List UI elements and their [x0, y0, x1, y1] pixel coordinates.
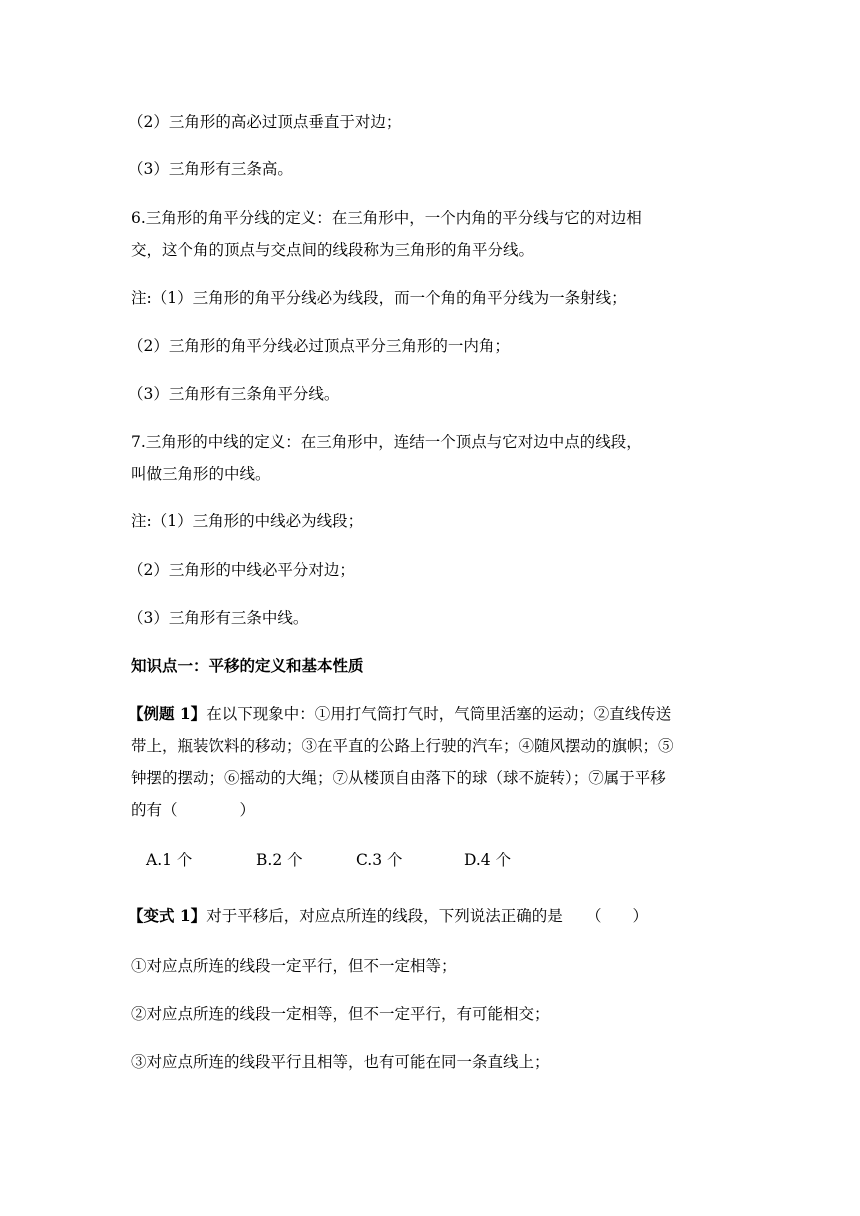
example-line: 钟摆的摆动；⑥摇动的大绳；⑦从楼顶自由落下的球（球不旋转）；⑦属于平移: [131, 769, 666, 787]
variant-item: ②对应点所连的线段一定相等，但不一定平行，有可能相交；: [131, 1005, 550, 1023]
option-b: B.2 个: [256, 851, 303, 869]
variant-item: ①对应点所连的线段一定平行，但不一定相等；: [131, 957, 457, 975]
text-line: 交，这个角的顶点与交点间的线段称为三角形的角平分线。: [131, 241, 535, 259]
text-line: （2）三角形的中线必平分对边；: [128, 561, 355, 579]
variant-label: 【变式 1】: [128, 906, 207, 925]
text-line: 叫做三角形的中线。: [131, 465, 271, 483]
variant-text: 对于平移后，对应点所连的线段，下列说法正确的是 （ ）: [206, 907, 648, 925]
text-line: （2）三角形的高必过顶点垂直于对边；: [128, 113, 402, 131]
text-line: 注:（1）三角形的中线必为线段；: [131, 512, 364, 530]
text-line: 7.三角形的中线的定义：在三角形中，连结一个顶点与它对边中点的线段，: [131, 433, 642, 451]
text-line: 6.三角形的角平分线的定义：在三角形中，一个内角的平分线与它的对边相: [131, 209, 642, 227]
option-d: D.4 个: [464, 851, 512, 869]
text-line: （2）三角形的角平分线必过顶点平分三角形的一内角；: [128, 337, 510, 355]
text-line: 注:（1）三角形的角平分线必为线段，而一个角的角平分线为一条射线；: [131, 289, 627, 307]
example-label: 【例题 1】: [128, 704, 207, 723]
text-line: （3）三角形有三条中线。: [128, 609, 309, 627]
option-a: A.1 个: [146, 851, 193, 869]
example-line: 带上，瓶装饮料的移动；③在平直的公路上行驶的汽车；④随风摆动的旗帜；⑤: [131, 737, 674, 755]
example-line: [128, 704, 671, 724]
text-line: （3）三角形有三条角平分线。: [128, 385, 340, 403]
variant-line: [128, 906, 648, 926]
example-line: 的有（ ）: [131, 801, 256, 819]
variant-item: ③对应点所连的线段平行且相等，也有可能在同一条直线上；: [131, 1053, 550, 1071]
text-line: （3）三角形有三条高。: [128, 160, 293, 178]
example-text: 在以下现象中：①用打气筒打气时，气筒里活塞的运动；②直线传送: [206, 705, 672, 723]
option-c: C.3 个: [356, 851, 403, 869]
section-heading: 知识点一：平移的定义和基本性质: [131, 656, 364, 675]
